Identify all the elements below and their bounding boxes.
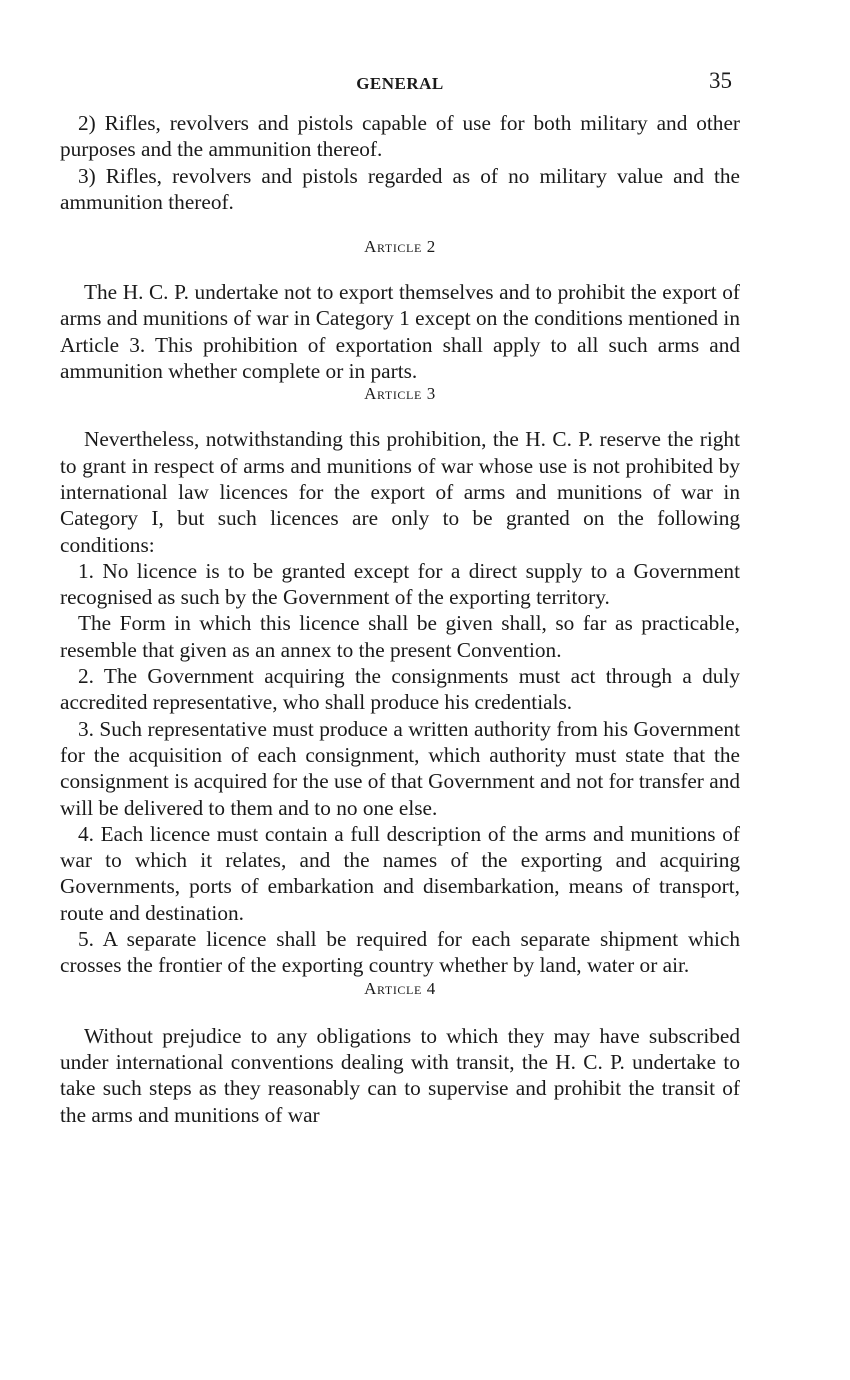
article-3-condition-3: 3. Such representative must produce a written authority from his Government for the acquisition of each consignment, which authority must state that the consignment is acquired for the use of that Government and not for transfer and will be delivered to them and to no one else. bbox=[60, 716, 740, 820]
article-3-heading: Article 3 bbox=[364, 384, 436, 404]
item-3-paragraph: 3) Rifles, revolvers and pistols regarded as of no military value and the ammunition thereof. bbox=[60, 163, 740, 214]
article-3-condition-4: 4. Each licence must contain a full description of the arms and munitions of war to which it relates, and the names of the exporting and acquiring Governments, ports of embarkation and disembarkation, means of transport, route and destination. bbox=[60, 821, 740, 925]
article-2-heading: Article 2 bbox=[364, 237, 436, 257]
article-3-intro: Nevertheless, notwithstanding this prohibition, the H. C. P. reserve the right to grant in respect of arms and munitions of war whose use is not prohibited by international law licences for the export of arms and munitions of war in Category I, but such licences are only to be granted on the following conditions: bbox=[60, 427, 740, 557]
article-3-form-note: The Form in which this licence shall be given shall, so far as practicable, resemble that given as an annex to the present Convention. bbox=[60, 611, 740, 662]
article-4-heading: Article 4 bbox=[364, 978, 436, 998]
running-head bbox=[60, 62, 740, 102]
document-page bbox=[60, 62, 740, 1128]
article-3-condition-1: 1. No licence is to be granted except for a direct supply to a Government recognised as such by the Government of the exporting territory. bbox=[60, 558, 740, 610]
page-number: 35 bbox=[709, 68, 732, 93]
item-2-paragraph: 2) Rifles, revolvers and pistols capable of use for both military and other purposes and the ammunition thereof. bbox=[60, 111, 740, 162]
article-4-text: Without prejudice to any obligations to which they may have subscribed under international conventions dealing with transit, the H. C. P. undertake to take such steps as they reasonably can to supervise and prohibit the transit of the arms and munitions of war bbox=[60, 1023, 740, 1127]
article-2-text: The H. C. P. undertake not to export themselves and to prohibit the export of arms and munitions of war in Category 1 except on the conditions mentioned in Article 3. This prohibition of exportation shall apply to all such arms and ammunition whether complete or in parts. bbox=[60, 280, 740, 384]
running-title: GENERAL bbox=[356, 74, 444, 93]
article-3-condition-5: 5. A separate licence shall be required for each separate shipment which crosses the frontier of the exporting country whether by land, water or air. bbox=[60, 927, 740, 978]
article-3-condition-2: 2. The Government acquiring the consignments must act through a duly accredited representative, who shall produce his credentials. bbox=[60, 664, 740, 715]
